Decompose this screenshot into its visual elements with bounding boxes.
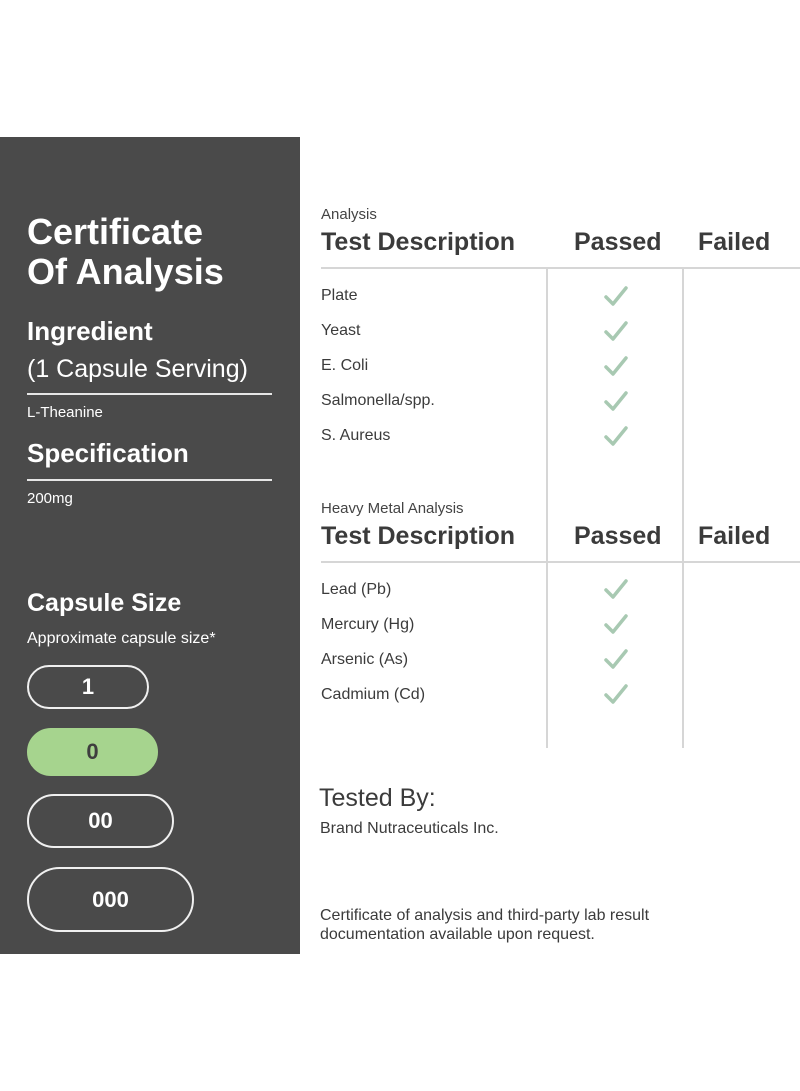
title-line-1: Certificate	[27, 211, 204, 252]
column-divider-failed	[682, 268, 684, 748]
check-icon	[604, 613, 628, 635]
ingredient-heading: Ingredient	[27, 316, 153, 346]
capsule-size-0[interactable]	[27, 728, 158, 776]
capsule-size-heading: Capsule Size	[27, 589, 182, 617]
analysis-row-label: Plate	[321, 287, 358, 304]
page-title	[27, 212, 224, 292]
check-icon	[604, 320, 628, 342]
serving-label: (1 Capsule Serving)	[27, 355, 248, 383]
analysis-section-label: Analysis	[321, 206, 377, 223]
heavy-metal-col-test: Test Description	[321, 522, 516, 550]
ingredient-divider	[27, 393, 272, 395]
heavy-metal-header-divider	[321, 561, 800, 563]
specification-heading: Specification	[27, 438, 189, 468]
capsule-size-label: 1	[81, 674, 95, 699]
title-line-2: Of Analysis	[27, 251, 224, 292]
capsule-size-label: 00	[88, 808, 113, 833]
heavy-metal-row-label: Lead (Pb)	[321, 581, 392, 598]
analysis-col-failed: Failed	[698, 228, 771, 256]
heavy-metal-col-passed: Passed	[574, 522, 662, 550]
check-icon	[604, 285, 628, 307]
heavy-metal-row-label: Cadmium (Cd)	[321, 686, 426, 703]
analysis-header-divider	[321, 267, 800, 269]
capsule-size-000[interactable]	[27, 867, 194, 932]
check-icon	[604, 390, 628, 412]
check-icon	[604, 355, 628, 377]
heavy-metal-section-label: Heavy Metal Analysis	[321, 500, 464, 517]
capsule-size-label: 000	[92, 886, 129, 912]
capsule-size-00[interactable]	[27, 794, 174, 848]
check-icon	[604, 683, 628, 705]
capsule-size-1[interactable]	[27, 665, 149, 709]
ingredient-value: L-Theanine	[27, 404, 103, 421]
analysis-row-label: Salmonella/spp.	[321, 392, 435, 409]
analysis-col-test: Test Description	[321, 228, 516, 256]
analysis-row-label: S. Aureus	[321, 427, 391, 444]
analysis-row-label: Yeast	[321, 322, 361, 339]
tested-by-value: Brand Nutraceuticals Inc.	[320, 820, 499, 837]
capsule-size-label: 0	[86, 739, 99, 764]
analysis-col-passed: Passed	[574, 228, 662, 256]
heavy-metal-col-failed: Failed	[698, 522, 771, 550]
capsule-size-note: Approximate capsule size*	[27, 630, 216, 647]
check-icon	[604, 648, 628, 670]
heavy-metal-row-label: Arsenic (As)	[321, 651, 409, 668]
column-divider-passed	[546, 268, 548, 748]
specification-value: 200mg	[27, 490, 73, 507]
check-icon	[604, 425, 628, 447]
check-icon	[604, 578, 628, 600]
footnote: Certificate of analysis and third-party lab result documentation available upon request.	[320, 907, 650, 943]
specification-divider	[27, 479, 272, 481]
heavy-metal-row-label: Mercury (Hg)	[321, 616, 415, 633]
tested-by-heading: Tested By:	[319, 784, 436, 812]
analysis-row-label: E. Coli	[321, 357, 369, 374]
